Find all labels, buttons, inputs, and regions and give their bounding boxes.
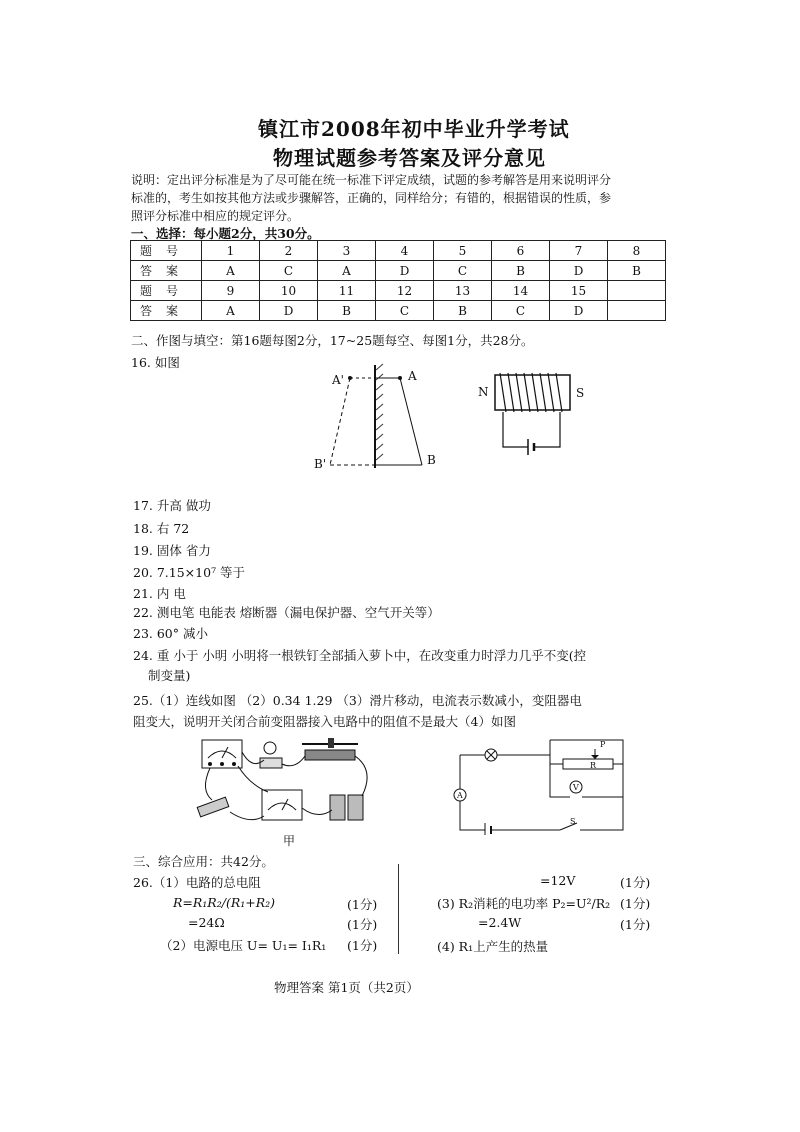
table-cell: 4 [376,241,434,261]
answer-19: 19. 固体 省力 [133,543,211,558]
label-b: B [427,453,436,467]
table-row [131,281,666,301]
q26-result-4: (4) R₁上产生的热量 [437,939,549,954]
table-cell: 10 [260,281,318,301]
table-cell: 15 [550,281,608,301]
answer-22: 22. 测电笔 电能表 熔断器（漏电保护器、空气开关等） [133,605,440,620]
table-cell: 1 [202,241,260,261]
answer-20: 20. 7.15×10⁷ 等于 [133,565,246,580]
answer-25-line-1: 25.（1）连线如图 （2）0.34 1.29 （3）滑片移动，电流表示数减小，变阻器电 [133,693,582,708]
page-footer: 物理答案 第1页（共2页） [274,980,419,995]
q26-score-3: (1分) [347,938,378,953]
table-cell: C [492,301,550,321]
table-cell [608,301,666,321]
table-cell: 12 [376,281,434,301]
label-jia: 甲 [283,834,296,848]
q26-formula-2: =24Ω [188,915,225,930]
table-cell: 14 [492,281,550,301]
q26-result-1: =12V [540,873,576,888]
q26-result-3-score: (1分) [620,917,651,932]
ammeter-label: A [457,791,463,800]
label-b-prime: B' [314,457,327,471]
column-divider [398,864,399,954]
table-cell: A [202,301,260,321]
q26-result-2: (3) R₂消耗的电功率 P₂=U²/R₂ [437,896,611,911]
q26-score-1: (1分) [347,897,378,912]
table-cell: C [434,261,492,281]
q26-result-2-score: (1分) [620,896,651,911]
table-row [131,241,666,261]
row-label: 题号 [131,281,202,301]
table-row [131,301,666,321]
q26-result-1-score: (1分) [620,875,651,890]
table-cell: 3 [318,241,376,261]
table-cell: C [260,261,318,281]
table-cell: D [550,261,608,281]
table-cell: B [318,301,376,321]
resistor-label: R [590,761,597,770]
table-cell [608,281,666,301]
q16-label: 16. 如图 [131,355,180,370]
note-line-2: 标准的，考生如按其他方法或步骤解答，正确的，同样给分；有错的，根据错误的性质，参 [131,191,612,205]
table-cell: C [376,301,434,321]
table-cell: 6 [492,241,550,261]
table-cell: 8 [608,241,666,261]
circuit-schematic [445,735,635,835]
page-subtitle: 物理试题参考答案及评分意见 [273,146,546,170]
table-cell: D [376,261,434,281]
row-label: 答案 [131,301,202,321]
section-3-heading: 三、综合应用：共42分。 [133,854,274,869]
table-cell: 11 [318,281,376,301]
page-title: 镇江市2008年初中毕业升学考试 [258,117,570,141]
table-cell: B [492,261,550,281]
section-2-heading: 二、作图与填空：第16题每图2分，17~25题每空、每图1分，共28分。 [131,333,534,348]
answer-21: 21. 内 电 [133,586,186,601]
q26-score-2: (1分) [347,917,378,932]
label-a: A [408,369,417,383]
table-cell: B [608,261,666,281]
q26-formula-3: （2）电源电压 U= U₁= I₁R₁ [160,938,327,953]
voltmeter-label: V [573,783,579,792]
note-line-3: 照评分标准中相应的规定评分。 [131,209,300,223]
answer-24-line-1: 24. 重 小于 小明 小明将一根铁钉全部插入萝卜中，在改变重力时浮力几乎不变(控 [133,648,587,663]
answer-24-line-2: 制变量) [148,668,191,683]
q26-formula-1: R=R₁R₂/(R₁+R₂) [173,895,276,910]
table-cell: B [434,301,492,321]
note-line-1: 说明：定出评分标准是为了尽可能在统一标准下评定成绩，试题的参考解答是用来说明评分 [131,173,612,187]
q26-result-3: =2.4W [478,915,522,930]
label-s: S [576,386,585,400]
table-row [131,261,666,281]
label-a-prime: A' [332,373,344,387]
label-n: N [478,385,489,399]
answer-table [130,240,666,321]
slider-label: P [600,740,606,749]
section-1-heading: 一、选择：每小题2分，共30分。 [131,226,320,241]
answer-23: 23. 60° 减小 [133,626,208,641]
switch-label: S [570,817,576,826]
table-cell: D [550,301,608,321]
table-cell: 2 [260,241,318,261]
answer-25-line-2: 阻变大，说明开关闭合前变阻器接入电路中的阻值不是最大（4）如图 [133,714,516,729]
q26-title: 26.（1）电路的总电阻 [133,875,261,890]
table-cell: 13 [434,281,492,301]
answer-18: 18. 右 72 [133,521,190,536]
table-cell: A [202,261,260,281]
table-cell: 9 [202,281,260,301]
table-cell: D [260,301,318,321]
answer-17: 17. 升高 做功 [133,498,211,513]
row-label: 答案 [131,261,202,281]
solenoid-diagram [470,365,580,460]
apparatus-sketch [190,730,390,840]
table-cell: A [318,261,376,281]
table-cell: 7 [550,241,608,261]
row-label: 题号 [131,241,202,261]
table-cell: 5 [434,241,492,261]
